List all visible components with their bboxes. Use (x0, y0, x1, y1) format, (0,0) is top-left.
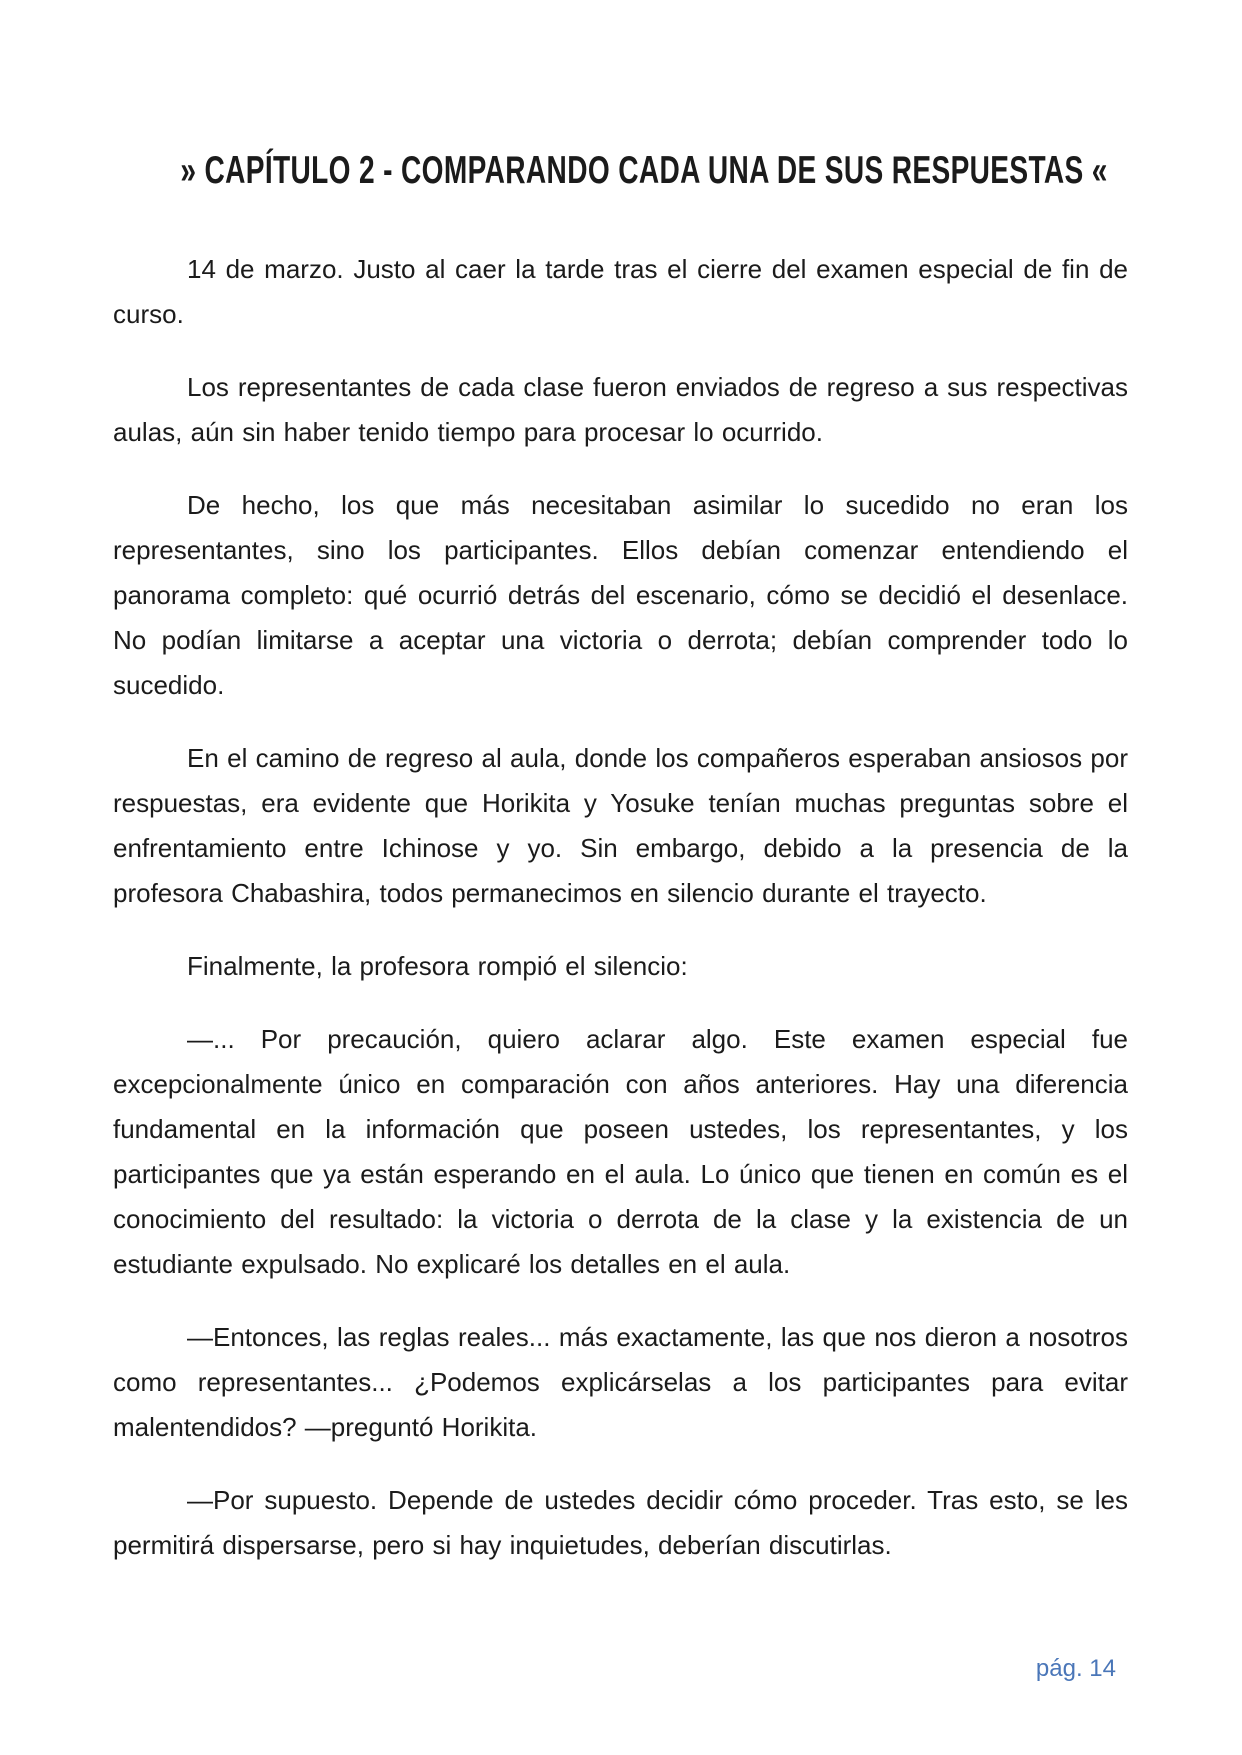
paragraph: —Por supuesto. Depende de ustedes decidir cómo proceder. Tras esto, se les permitirá dispersarse, pero si hay inquietudes, deberían discutirlas. (113, 1485, 1128, 1560)
paragraph: De hecho, los que más necesitaban asimilar lo sucedido no eran los representantes, sino los participantes. Ellos debían comenzar entendiendo el panorama completo: qué ocurrió detrás del escenario, cómo se decidió el desenlace. No podían limitarse a aceptar una victoria o derrota; debían comprender todo lo sucedido. (113, 490, 1128, 700)
paragraph: 14 de marzo. Justo al caer la tarde tras el cierre del examen especial de fin de curso. (113, 254, 1128, 329)
paragraph: —Entonces, las reglas reales... más exactamente, las que nos dieron a nosotros como representantes... ¿Podemos explicárselas a los participantes para evitar malentendidos? —preguntó Horikita. (113, 1322, 1128, 1442)
chapter-title-text: » CAPÍTULO 2 - COMPARANDO CADA UNA DE SUS RESPUESTAS « (180, 149, 1108, 192)
body-text (113, 247, 1128, 1596)
chapter-title (0, 150, 1242, 192)
paragraph: —... Por precaución, quiero aclarar algo. Este examen especial fue excepcionalmente único en comparación con años anteriores. Hay una diferencia fundamental en la información que poseen ustedes, los representantes, y los participantes que ya están esperando en el aula. Lo único que tienen en común es el conocimiento del resultado: la victoria o derrota de la clase y la existencia de un estudiante expulsado. No explicaré los detalles en el aula. (113, 1024, 1128, 1279)
page-number: pág. 14 (1035, 1655, 1116, 1682)
paragraph: En el camino de regreso al aula, donde los compañeros esperaban ansiosos por respuestas, era evidente que Horikita y Yosuke tenían muchas preguntas sobre el enfrentamiento entre Ichinose y yo. Sin embargo, debido a la presencia de la profesora Chabashira, todos permanecimos en silencio durante el trayecto. (113, 743, 1128, 908)
paragraph: Los representantes de cada clase fueron enviados de regreso a sus respectivas aulas, aún sin haber tenido tiempo para procesar lo ocurrido. (113, 372, 1128, 447)
paragraph: Finalmente, la profesora rompió el silencio: (187, 951, 688, 981)
